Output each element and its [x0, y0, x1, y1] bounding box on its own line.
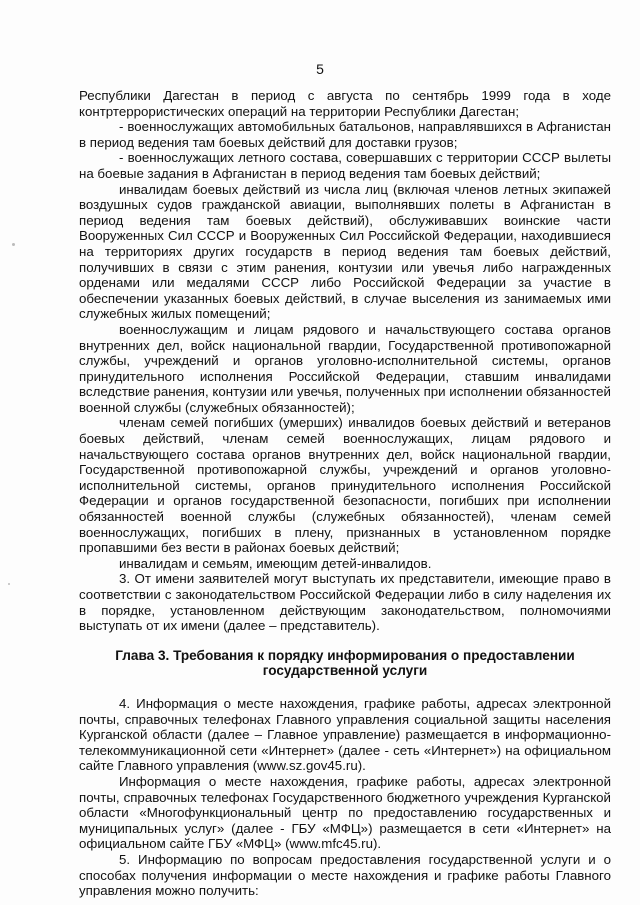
paragraph: инвалидам боевых действий из числа лиц (включая членов летных экипажей воздушных судов гражданской авиации, выполнявших полеты в Афганистан в период ведения там боевых действий), обслуживавших воинские части Вооруженных Сил СССР и Вооруженных Сил Российской Федерации, находившиеся на территориях других государств в период ведения там боевых действий, получивших в связи с этим ранения, контузии или увечья либо награжденных орденами или медалями СССР либо Российской Федерации за участие в обеспечении указанных боевых действий, в случае выселения из занимаемых ими служебных жилых помещений; — [79, 181, 611, 322]
paragraph: - военнослужащих автомобильных батальонов, направлявшихся в Афганистан в период ведения там боевых действий для доставки грузов; — [79, 119, 611, 150]
paragraph: 3. От имени заявителей могут выступать их представители, имеющие право в соответствии с законодательством Российской Федерации либо в силу наделения их в порядке, установленном действующим законодательством, полномочиями выступать от их имени (далее – представитель). — [79, 571, 611, 634]
paragraph: Республики Дагестан в период с августа по сентябрь 1999 года в ходе контртеррористических операций на территории Республики Дагестан; — [79, 88, 611, 119]
scan-speck — [12, 243, 15, 246]
page-number: 5 — [316, 61, 324, 77]
paragraph: - военнослужащих летного состава, совершавших с территории СССР вылеты на боевые задания в Афганистан в период ведения там боевых действий; — [79, 150, 611, 181]
paragraph: членам семей погибших (умерших) инвалидов боевых действий и ветеранов боевых действий, членам семей военнослужащих, лицам рядового и начальствующего состава органов внутренних дел, войск национальной гвардии, Государственной противопожарной службы, учреждений и органов уголовно-исполнительной системы, органов принудительного исполнения Российской Федерации и органов государственной безопасности, погибших при исполнении обязанностей военной службы (служебных обязанностей), членам семей военнослужащих, погибших в плену, признанных в установленном порядке пропавшими без вести в районах боевых действий; — [79, 415, 611, 556]
document-body — [79, 88, 611, 899]
paragraph: инвалидам и семьям, имеющим детей-инвалидов. — [119, 555, 432, 571]
paragraph: военнослужащим и лицам рядового и начальствующего состава органов внутренних дел, войск национальной гвардии, Государственной противопожарной службы, учреждений и органов уголовно-исполнительной системы, органов принудительного исполнения Российской Федерации, ставшим инвалидами вследствие ранения, контузии или увечья, полученных при исполнении обязанностей военной службы (служебных обязанностей); — [79, 321, 611, 415]
paragraph: 4. Информация о месте нахождения, графике работы, адресах электронной почты, справочных телефонах Главного управления социальной защиты населения Курганской области (далее – Главное управление) размещается в информационно-телекоммуникационной сети «Интернет» (далее - сеть «Интернет») на официальном сайте Главного управления (www.sz.gov45.ru). — [79, 695, 611, 774]
paragraph: 5. Информацию по вопросам предоставления государственной услуги и о способах получения информации о месте нахождения и графике работы Главного управления можно получить: — [79, 851, 611, 899]
paragraph: Информация о месте нахождения, графике работы, адресах электронной почты, справочных телефонах Государственного бюджетного учреждения Курганской области «Многофункциональный центр по предоставлению государственных и муниципальных услуг» (далее - ГБУ «МФЦ») размещается в сети «Интернет» на официальном сайте ГБУ «МФЦ» (www.mfc45.ru). — [79, 773, 611, 852]
scan-speck — [8, 583, 10, 585]
chapter-heading: Глава 3. Требования к порядку информирования о предоставлении государственной услуги — [115, 647, 575, 679]
